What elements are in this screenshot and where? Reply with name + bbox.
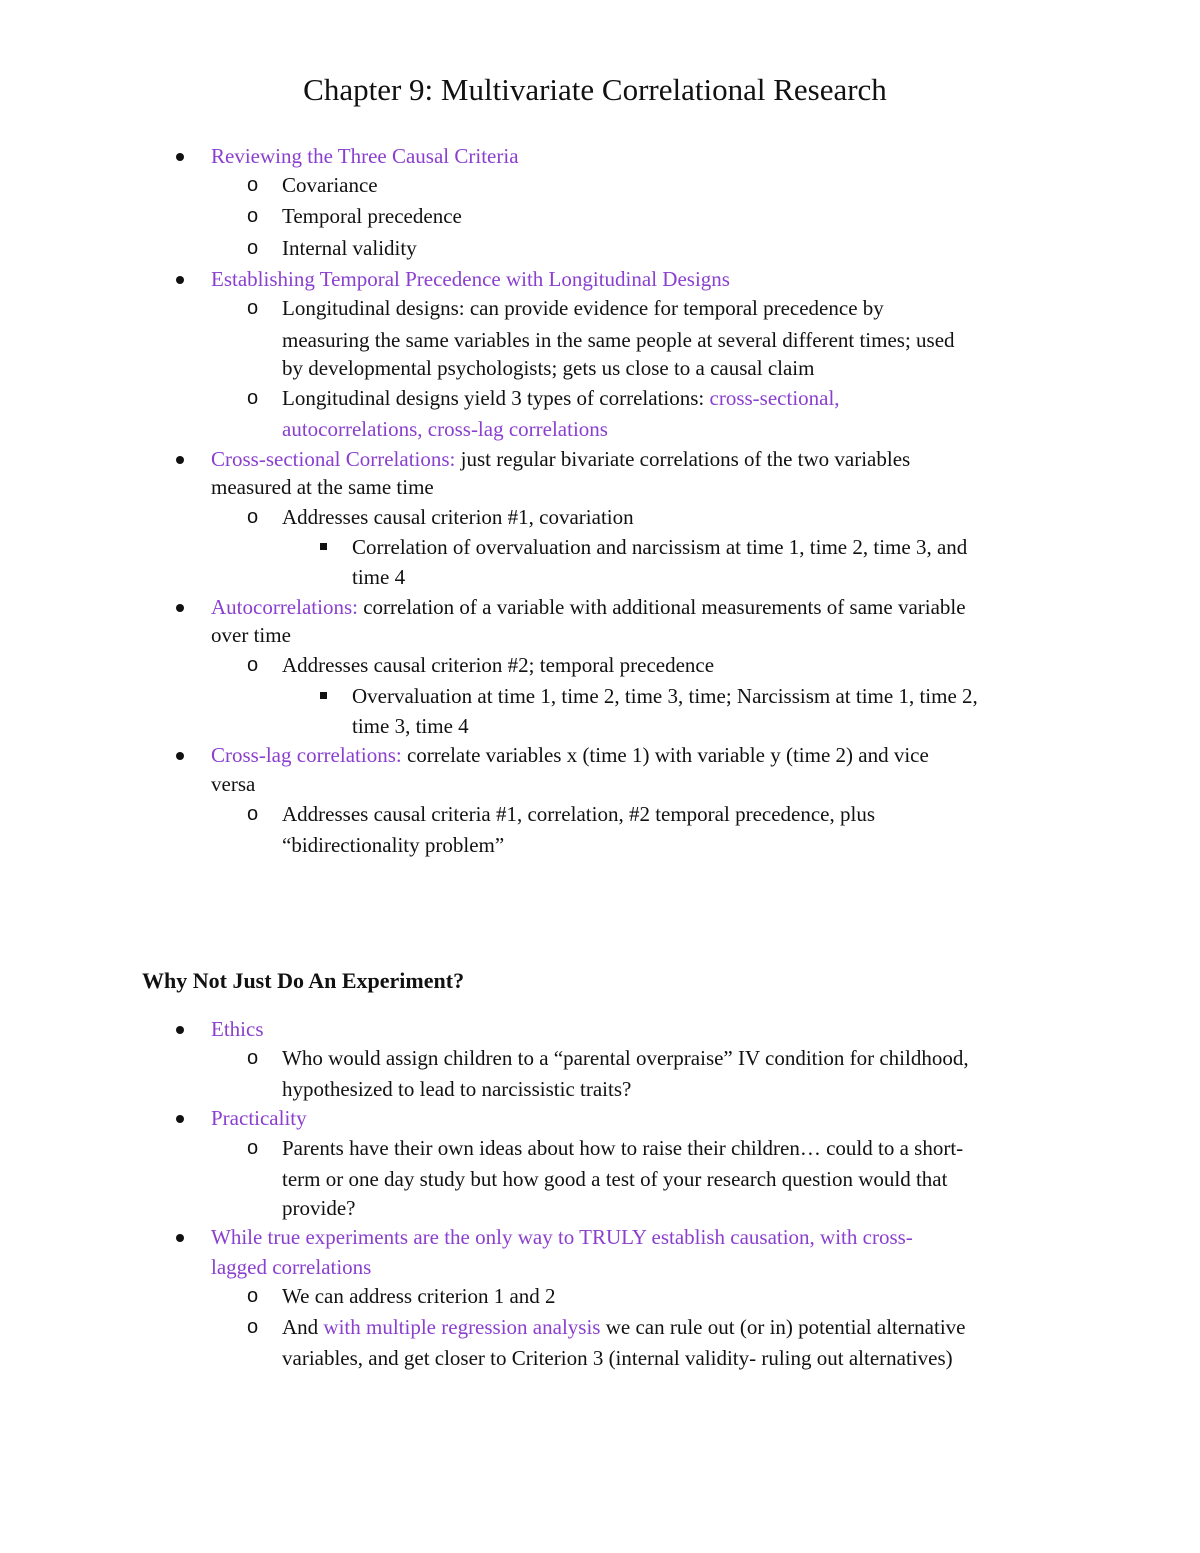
bullet-true-experiments: While true experiments are the only way to TRULY establish causation, with cross- xyxy=(211,1225,913,1249)
bullet-text: lagged correlations xyxy=(211,1255,372,1279)
sub-item-text: Longitudinal designs yield 3 types of correlations: cross-sectional, xyxy=(282,386,840,410)
sub-item-covariance: Covariance xyxy=(282,173,378,197)
bullet-text: measured at the same time xyxy=(211,475,434,499)
sub-bullet-marker: o xyxy=(247,237,259,259)
square-bullet xyxy=(320,692,327,699)
sub-sub-item-text: Correlation of overvaluation and narcissism at time 1, time 2, time 3, and xyxy=(352,535,968,559)
bullet-dot xyxy=(176,1026,184,1034)
sub-bullet-marker: o xyxy=(247,387,259,409)
sub-item-text: Longitudinal designs: can provide evidence for temporal precedence by xyxy=(282,296,884,320)
sub-bullet-marker: o xyxy=(247,654,259,676)
bullet-dot xyxy=(176,276,184,284)
sub-bullet-marker: o xyxy=(247,174,259,196)
bullet-dot xyxy=(176,752,184,760)
sub-bullet-marker: o xyxy=(247,1316,259,1338)
sub-item-text: We can address criterion 1 and 2 xyxy=(282,1284,556,1308)
bullet-dot xyxy=(176,1234,184,1242)
sub-item-text: by developmental psychologists; gets us close to a causal claim xyxy=(282,356,815,380)
sub-bullet-marker: o xyxy=(247,1047,259,1069)
sub-bullet-marker: o xyxy=(247,1137,259,1159)
sub-item-text: term or one day study but how good a test of your research question would that xyxy=(282,1167,948,1191)
section-heading: Why Not Just Do An Experiment? xyxy=(142,968,465,993)
bullet-practicality: Practicality xyxy=(211,1106,307,1130)
sub-item-temporal-precedence: Temporal precedence xyxy=(282,204,462,228)
sub-item-text: Addresses causal criteria #1, correlation, #2 temporal precedence, plus xyxy=(282,802,876,826)
sub-item-internal-validity: Internal validity xyxy=(282,236,417,260)
sub-item-text: And with multiple regression analysis we can rule out (or in) potential alternative xyxy=(282,1315,966,1339)
sub-item-text: Addresses causal criterion #2; temporal precedence xyxy=(282,653,715,677)
bullet-autocorrelations: Autocorrelations: correlation of a variable with additional measurements of same variable xyxy=(211,595,966,619)
sub-sub-item-text: Overvaluation at time 1, time 2, time 3, time; Narcissism at time 1, time 2, xyxy=(352,684,978,708)
sub-item-text: measuring the same variables in the same people at several different times; used xyxy=(282,328,955,352)
bullet-cross-sectional: Cross-sectional Correlations: just regular bivariate correlations of the two variables xyxy=(211,447,911,471)
sub-item-text: provide? xyxy=(282,1196,356,1220)
sub-sub-item-text: time 4 xyxy=(352,565,406,589)
bullet-dot xyxy=(176,456,184,464)
sub-sub-item-text: time 3, time 4 xyxy=(352,714,469,738)
bullet-dot xyxy=(176,1115,184,1123)
bullet-text: over time xyxy=(211,623,291,647)
sub-item-text: variables, and get closer to Criterion 3 (internal validity- ruling out alternatives) xyxy=(282,1346,953,1370)
sub-item-text: Parents have their own ideas about how to raise their children… could to a short- xyxy=(282,1136,964,1160)
sub-bullet-marker: o xyxy=(247,205,259,227)
page-title: Chapter 9: Multivariate Correlational Research xyxy=(303,72,887,107)
sub-bullet-marker: o xyxy=(247,297,259,319)
sub-bullet-marker: o xyxy=(247,506,259,528)
bullet-longitudinal-designs: Establishing Temporal Precedence with Longitudinal Designs xyxy=(211,267,730,291)
bullet-cross-lag: Cross-lag correlations: correlate variables x (time 1) with variable y (time 2) and vice xyxy=(211,743,929,767)
sub-bullet-marker: o xyxy=(247,803,259,825)
sub-item-text: Who would assign children to a “parental overpraise” IV condition for childhood, xyxy=(282,1046,969,1070)
bullet-causal-criteria: Reviewing the Three Causal Criteria xyxy=(211,144,519,168)
square-bullet xyxy=(320,543,327,550)
bullet-ethics: Ethics xyxy=(211,1017,264,1041)
bullet-dot xyxy=(176,153,184,161)
sub-item-text: hypothesized to lead to narcissistic traits? xyxy=(282,1077,632,1101)
sub-item-text: Addresses causal criterion #1, covariation xyxy=(282,505,634,529)
sub-item-text: “bidirectionality problem” xyxy=(282,833,505,857)
sub-item-text: autocorrelations, cross-lag correlations xyxy=(282,417,608,441)
bullet-dot xyxy=(176,604,184,612)
bullet-text: versa xyxy=(211,772,256,796)
sub-bullet-marker: o xyxy=(247,1285,259,1307)
